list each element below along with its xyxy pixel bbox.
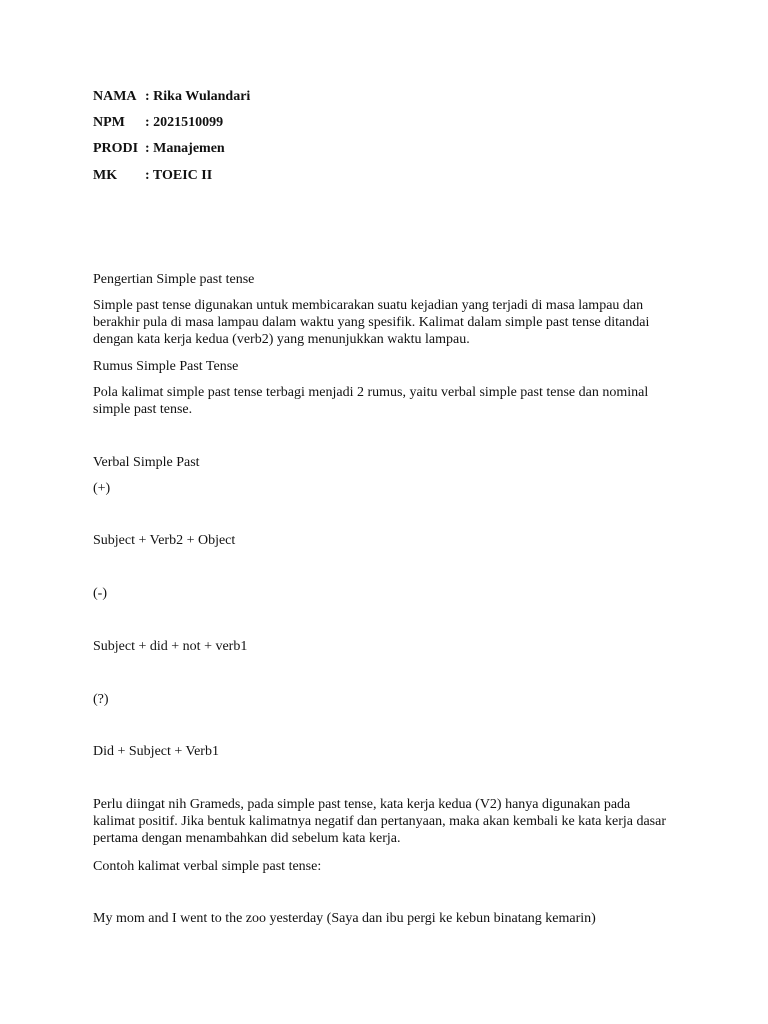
paragraph-line: dengan kata kerja kedua (verb2) yang menunjukkan waktu lampau. [93,332,470,347]
paragraph-line: simple past tense. [93,402,193,417]
example-title: Contoh kalimat verbal simple past tense: [93,859,322,874]
positive-sign: (+) [93,481,111,496]
header-prodi-value: : Manajemen [145,141,225,156]
header-mk-value: : TOEIC II [145,168,213,183]
example-sentence: My mom and I went to the zoo yesterday (Saya dan ibu pergi ke kebun binatang kemarin) [93,911,596,926]
header-nama-label: NAMA [93,89,137,104]
paragraph-line: pertama dengan menambahkan did sebelum kata kerja. [93,831,401,846]
question-sign: (?) [93,692,109,707]
header-npm-value: : 2021510099 [145,115,224,130]
header-npm-row [93,114,223,131]
header-npm-label: NPM [93,115,125,130]
paragraph-pengertian [93,297,683,348]
header-prodi-row [93,140,225,157]
negative-formula: Subject + did + not + verb1 [93,639,248,654]
question-formula: Did + Subject + Verb1 [93,744,219,759]
paragraph-line: Perlu diingat nih Grameds, pada simple past tense, kata kerja kedua (V2) hanya digunakan pada [93,797,631,812]
negative-sign: (-) [93,586,107,601]
paragraph-line: kalimat positif. Jika bentuk kalimatnya negatif dan pertanyaan, maka akan kembali ke kata kerja dasar [93,814,667,829]
paragraph-note [93,796,683,847]
paragraph-rumus [93,384,683,418]
header-nama-value: : Rika Wulandari [145,89,251,104]
header-prodi-label: PRODI [93,141,139,156]
header-mk-row [93,167,212,184]
paragraph-line: berakhir pula di masa lampau dalam waktu yang spesifik. Kalimat dalam simple past tense ditandai [93,315,650,330]
section-title-verbal: Verbal Simple Past [93,455,200,470]
section-title-pengertian: Pengertian Simple past tense [93,272,255,287]
positive-formula: Subject + Verb2 + Object [93,533,236,548]
header-nama-row [93,88,250,105]
section-title-rumus: Rumus Simple Past Tense [93,359,239,374]
paragraph-line: Pola kalimat simple past tense terbagi menjadi 2 rumus, yaitu verbal simple past tense dan nominal [93,385,649,400]
paragraph-line: Simple past tense digunakan untuk membicarakan suatu kejadian yang terjadi di masa lampau dan [93,298,644,313]
header-mk-label: MK [93,168,118,183]
